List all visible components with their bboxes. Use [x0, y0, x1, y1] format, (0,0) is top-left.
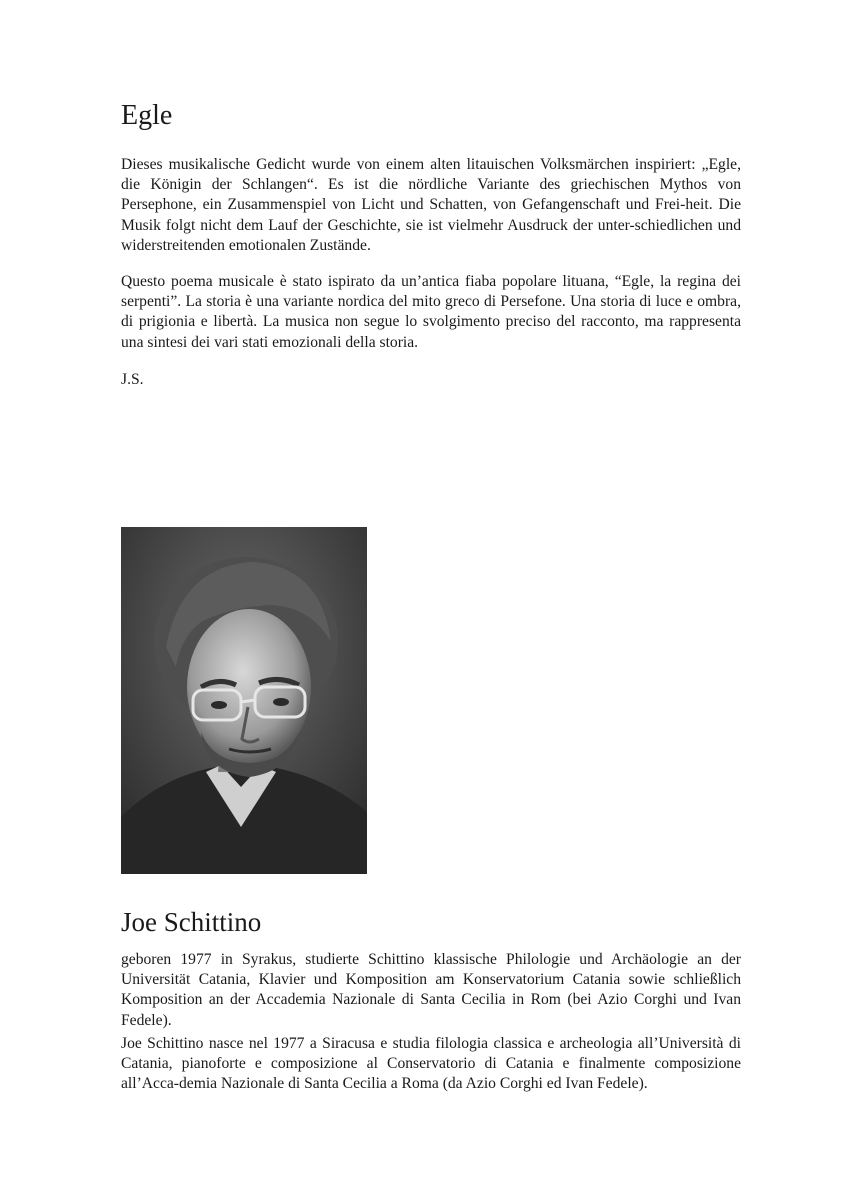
- composer-name-title: Joe Schittino: [121, 907, 262, 937]
- egle-title: Egle: [121, 100, 173, 131]
- composer-bio-german: geboren 1977 in Syrakus, studierte Schittino klassische Philologie und Archäologie an der Universität Catania, Klavier und Komposition am Konservatorium Catania sowie schließlich Komposition an der Accademia Nazionale di Santa Cecilia in Rom (bei Azio Corghi und Ivan Fedele).: [121, 951, 741, 1029]
- egle-description-german: Dieses musikalische Gedicht wurde von einem alten litauischen Volksmärchen inspiriert: „Egle, die Königin der Schlangen“. Es ist die nördliche Variante des griechischen Mythos von Persephone, ein Zusammenspiel von Licht und Schatten, von Gefangenschaft und Frei-heit. Die Musik folgt nicht dem Lauf der Geschichte, sie ist vielmehr Ausdruck der unter-schiedlichen und widerstreitenden emotionalen Zustände.: [121, 156, 741, 254]
- composer-portrait-photo: [121, 527, 367, 874]
- author-signature: J.S.: [121, 371, 144, 388]
- egle-description-italian: Questo poema musicale è stato ispirato da un’antica fiaba popolare lituana, “Egle, la regina dei serpenti”. La storia è una variante nordica del mito greco di Persefone. Una storia di luce e ombra, di prigionia e libertà. La musica non segue lo svolgimento preciso del racconto, ma rappresenta una sintesi dei vari stati emozionali della storia.: [121, 273, 741, 351]
- composer-bio-italian: Joe Schittino nasce nel 1977 a Siracusa e studia filologia classica e archeologia all’Università di Catania, pianoforte e composizione al Conservatorio di Catania e finalmente composizione all’Acca-demia Nazionale di Santa Cecilia a Roma (da Azio Corghi ed Ivan Fedele).: [121, 1035, 741, 1093]
